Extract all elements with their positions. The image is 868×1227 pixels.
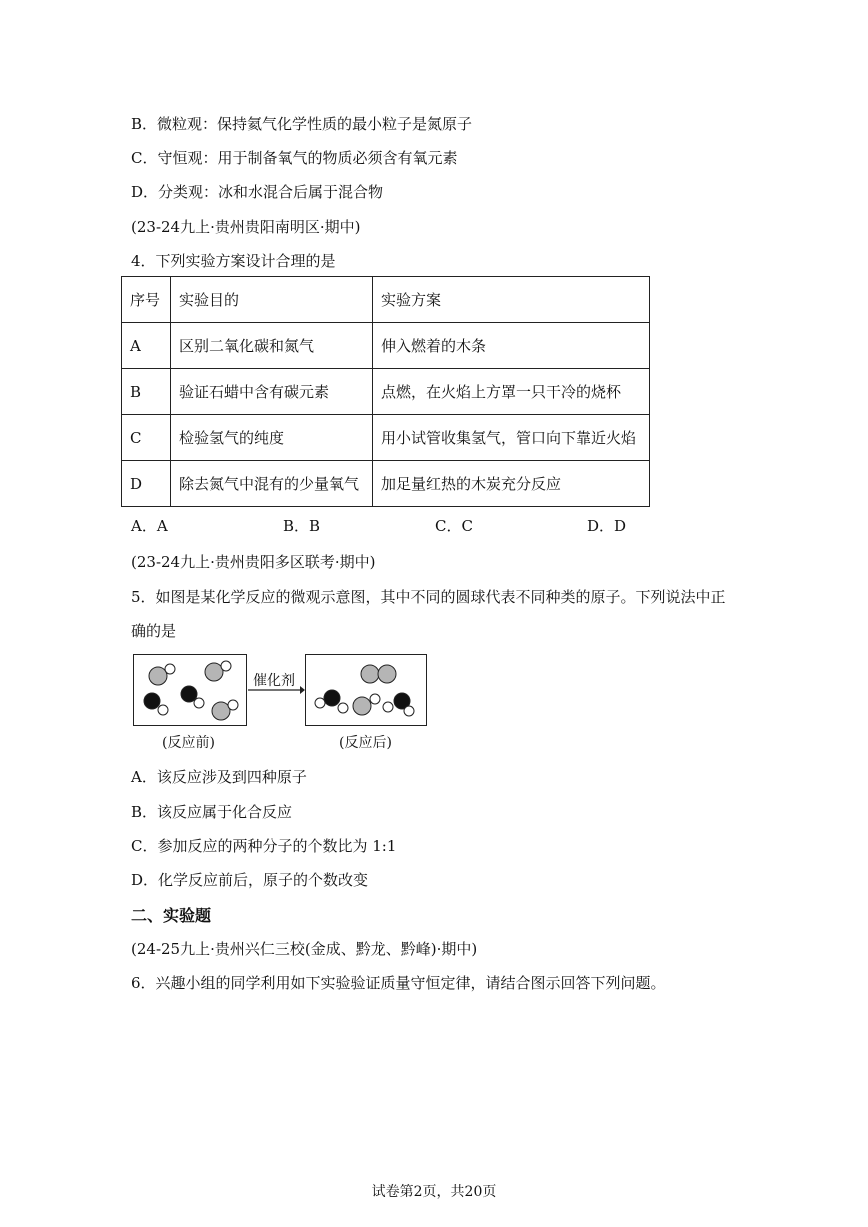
q3-option-c: C．守恒观：用于制备氧气的物质必须含有氧元素 [131,149,458,167]
q4-choice-c: C．C [435,517,473,535]
q4-source: (23-24九上·贵州贵阳南明区·期中) [131,218,361,236]
before-molecules-figure [134,655,246,725]
table-header-cell: 实验目的 [171,277,373,323]
white-atom [165,664,175,674]
white-atom [194,698,204,708]
q3-option-d: D．分类观：冰和水混合后属于混合物 [131,183,384,201]
table-header-row [122,277,650,323]
table-cell: 除去氮气中混有的少量氧气 [171,461,373,507]
q5-option-a: A．该反应涉及到四种原子 [131,768,307,786]
reaction-after-box [305,654,427,726]
table-cell: 伸入燃着的木条 [373,323,650,369]
q3-option-b: B．微粒观：保持氦气化学性质的最小粒子是氮原子 [131,115,473,133]
after-molecules-figure [306,655,426,725]
table-row [122,323,650,369]
white-atom [158,705,168,715]
q4-choice-d: D．D [587,517,627,535]
white-atom [228,700,238,710]
q5-option-c: C．参加反应的两种分子的个数比为 1:1 [131,837,397,855]
q4-table [121,276,650,507]
table-cell: D [122,461,171,507]
black-atom [181,686,197,702]
q6-stem: 6．兴趣小组的同学利用如下实验验证质量守恒定律，请结合图示回答下列问题。 [131,974,666,992]
table-cell: 用小试管收集氢气，管口向下靠近火焰 [373,415,650,461]
table-row [122,369,650,415]
q6-source: (24-25九上·贵州兴仁三校(金成、黔龙、黔峰)·期中) [131,940,478,958]
grey-atom [149,667,167,685]
table-cell: B [122,369,171,415]
table-row [122,415,650,461]
grey-atom [378,665,396,683]
table-cell: 加足量红热的木炭充分反应 [373,461,650,507]
white-atom [221,661,231,671]
table-header-cell: 实验方案 [373,277,650,323]
white-atom [404,706,414,716]
grey-atom [205,663,223,681]
white-atom [383,702,393,712]
black-atom [144,693,160,709]
q4-choice-b: B．B [283,517,321,535]
table-cell: 验证石蜡中含有碳元素 [171,369,373,415]
page-footer: 试卷第2页，共20页 [371,1184,497,1200]
table-cell: C [122,415,171,461]
table-cell: 点燃，在火焰上方罩一只干冷的烧杯 [373,369,650,415]
before-label: (反应前) [162,735,215,751]
q5-option-b: B．该反应属于化合反应 [131,803,293,821]
q4-stem: 4．下列实验方案设计合理的是 [131,252,336,270]
table-cell: A [122,323,171,369]
table-cell: 检验氢气的纯度 [171,415,373,461]
black-atom [324,690,340,706]
grey-atom [361,665,379,683]
table-header-cell: 序号 [122,277,171,323]
table-cell: 区别二氧化碳和氮气 [171,323,373,369]
q5-source: (23-24九上·贵州贵阳多区联考·期中) [131,553,376,571]
after-label: (反应后) [339,735,392,751]
q5-option-d: D．化学反应前后，原子的个数改变 [131,871,369,889]
section-title: 二、实验题 [131,906,212,925]
q4-choices [131,515,651,537]
grey-atom [212,702,230,720]
white-atom [370,694,380,704]
table-row [122,461,650,507]
q5-stem-line2: 确的是 [131,622,177,640]
grey-atom [353,697,371,715]
reaction-arrow-icon [246,684,306,696]
q4-choice-a: A．A [131,517,168,535]
catalyst-label: 催化剂 [253,673,295,689]
reaction-before-box [133,654,247,726]
q5-stem-line1: 5．如图是某化学反应的微观示意图，其中不同的圆球代表不同种类的原子。下列说法中正 [131,588,726,606]
white-atom [315,698,325,708]
white-atom [338,703,348,713]
